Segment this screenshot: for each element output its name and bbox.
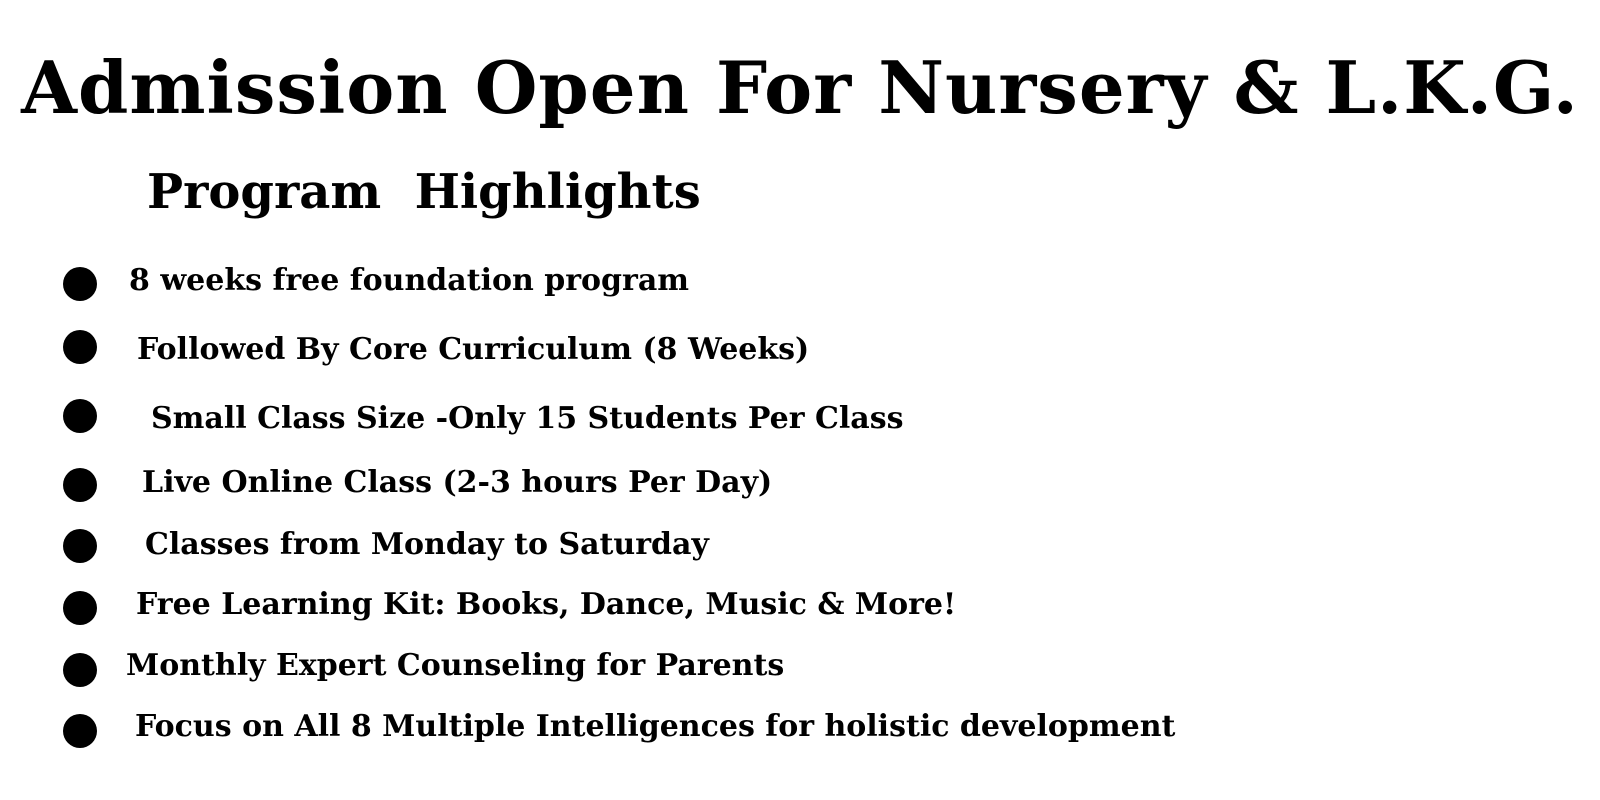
- page-title: Admission Open For Nursery & L.K.G.: [21, 45, 1579, 130]
- list-item: [0, 528, 1200, 568]
- list-item: [0, 330, 1200, 370]
- list-item-text: Followed By Core Curriculum (8 Weeks): [137, 332, 810, 367]
- list-item-text: 8 weeks free foundation program: [129, 263, 689, 298]
- bullet-icon: [63, 653, 97, 687]
- list-item-text: Monthly Expert Counseling for Parents: [126, 648, 785, 683]
- section-heading: Program Highlights: [147, 164, 701, 220]
- list-item: [0, 711, 1200, 751]
- list-item-text: Classes from Monday to Saturday: [145, 527, 709, 562]
- list-item-text: Small Class Size -Only 15 Students Per Class: [151, 401, 904, 436]
- list-item: [0, 466, 1200, 506]
- list-item-text: Free Learning Kit: Books, Dance, Music & More!: [136, 587, 957, 622]
- list-item: [0, 588, 1200, 628]
- list-item: [0, 650, 1200, 690]
- bullet-icon: [63, 591, 97, 625]
- list-item: [0, 262, 1200, 302]
- bullet-icon: [63, 468, 97, 502]
- bullet-icon: [63, 330, 97, 364]
- bullet-icon: [63, 529, 97, 563]
- list-item: [0, 399, 1200, 439]
- bullet-icon: [63, 267, 97, 301]
- list-item-text: Focus on All 8 Multiple Intelligences for holistic development: [135, 709, 1176, 744]
- list-item-text: Live Online Class (2-3 hours Per Day): [142, 465, 773, 500]
- bullet-icon: [63, 714, 97, 748]
- bullet-icon: [63, 399, 97, 433]
